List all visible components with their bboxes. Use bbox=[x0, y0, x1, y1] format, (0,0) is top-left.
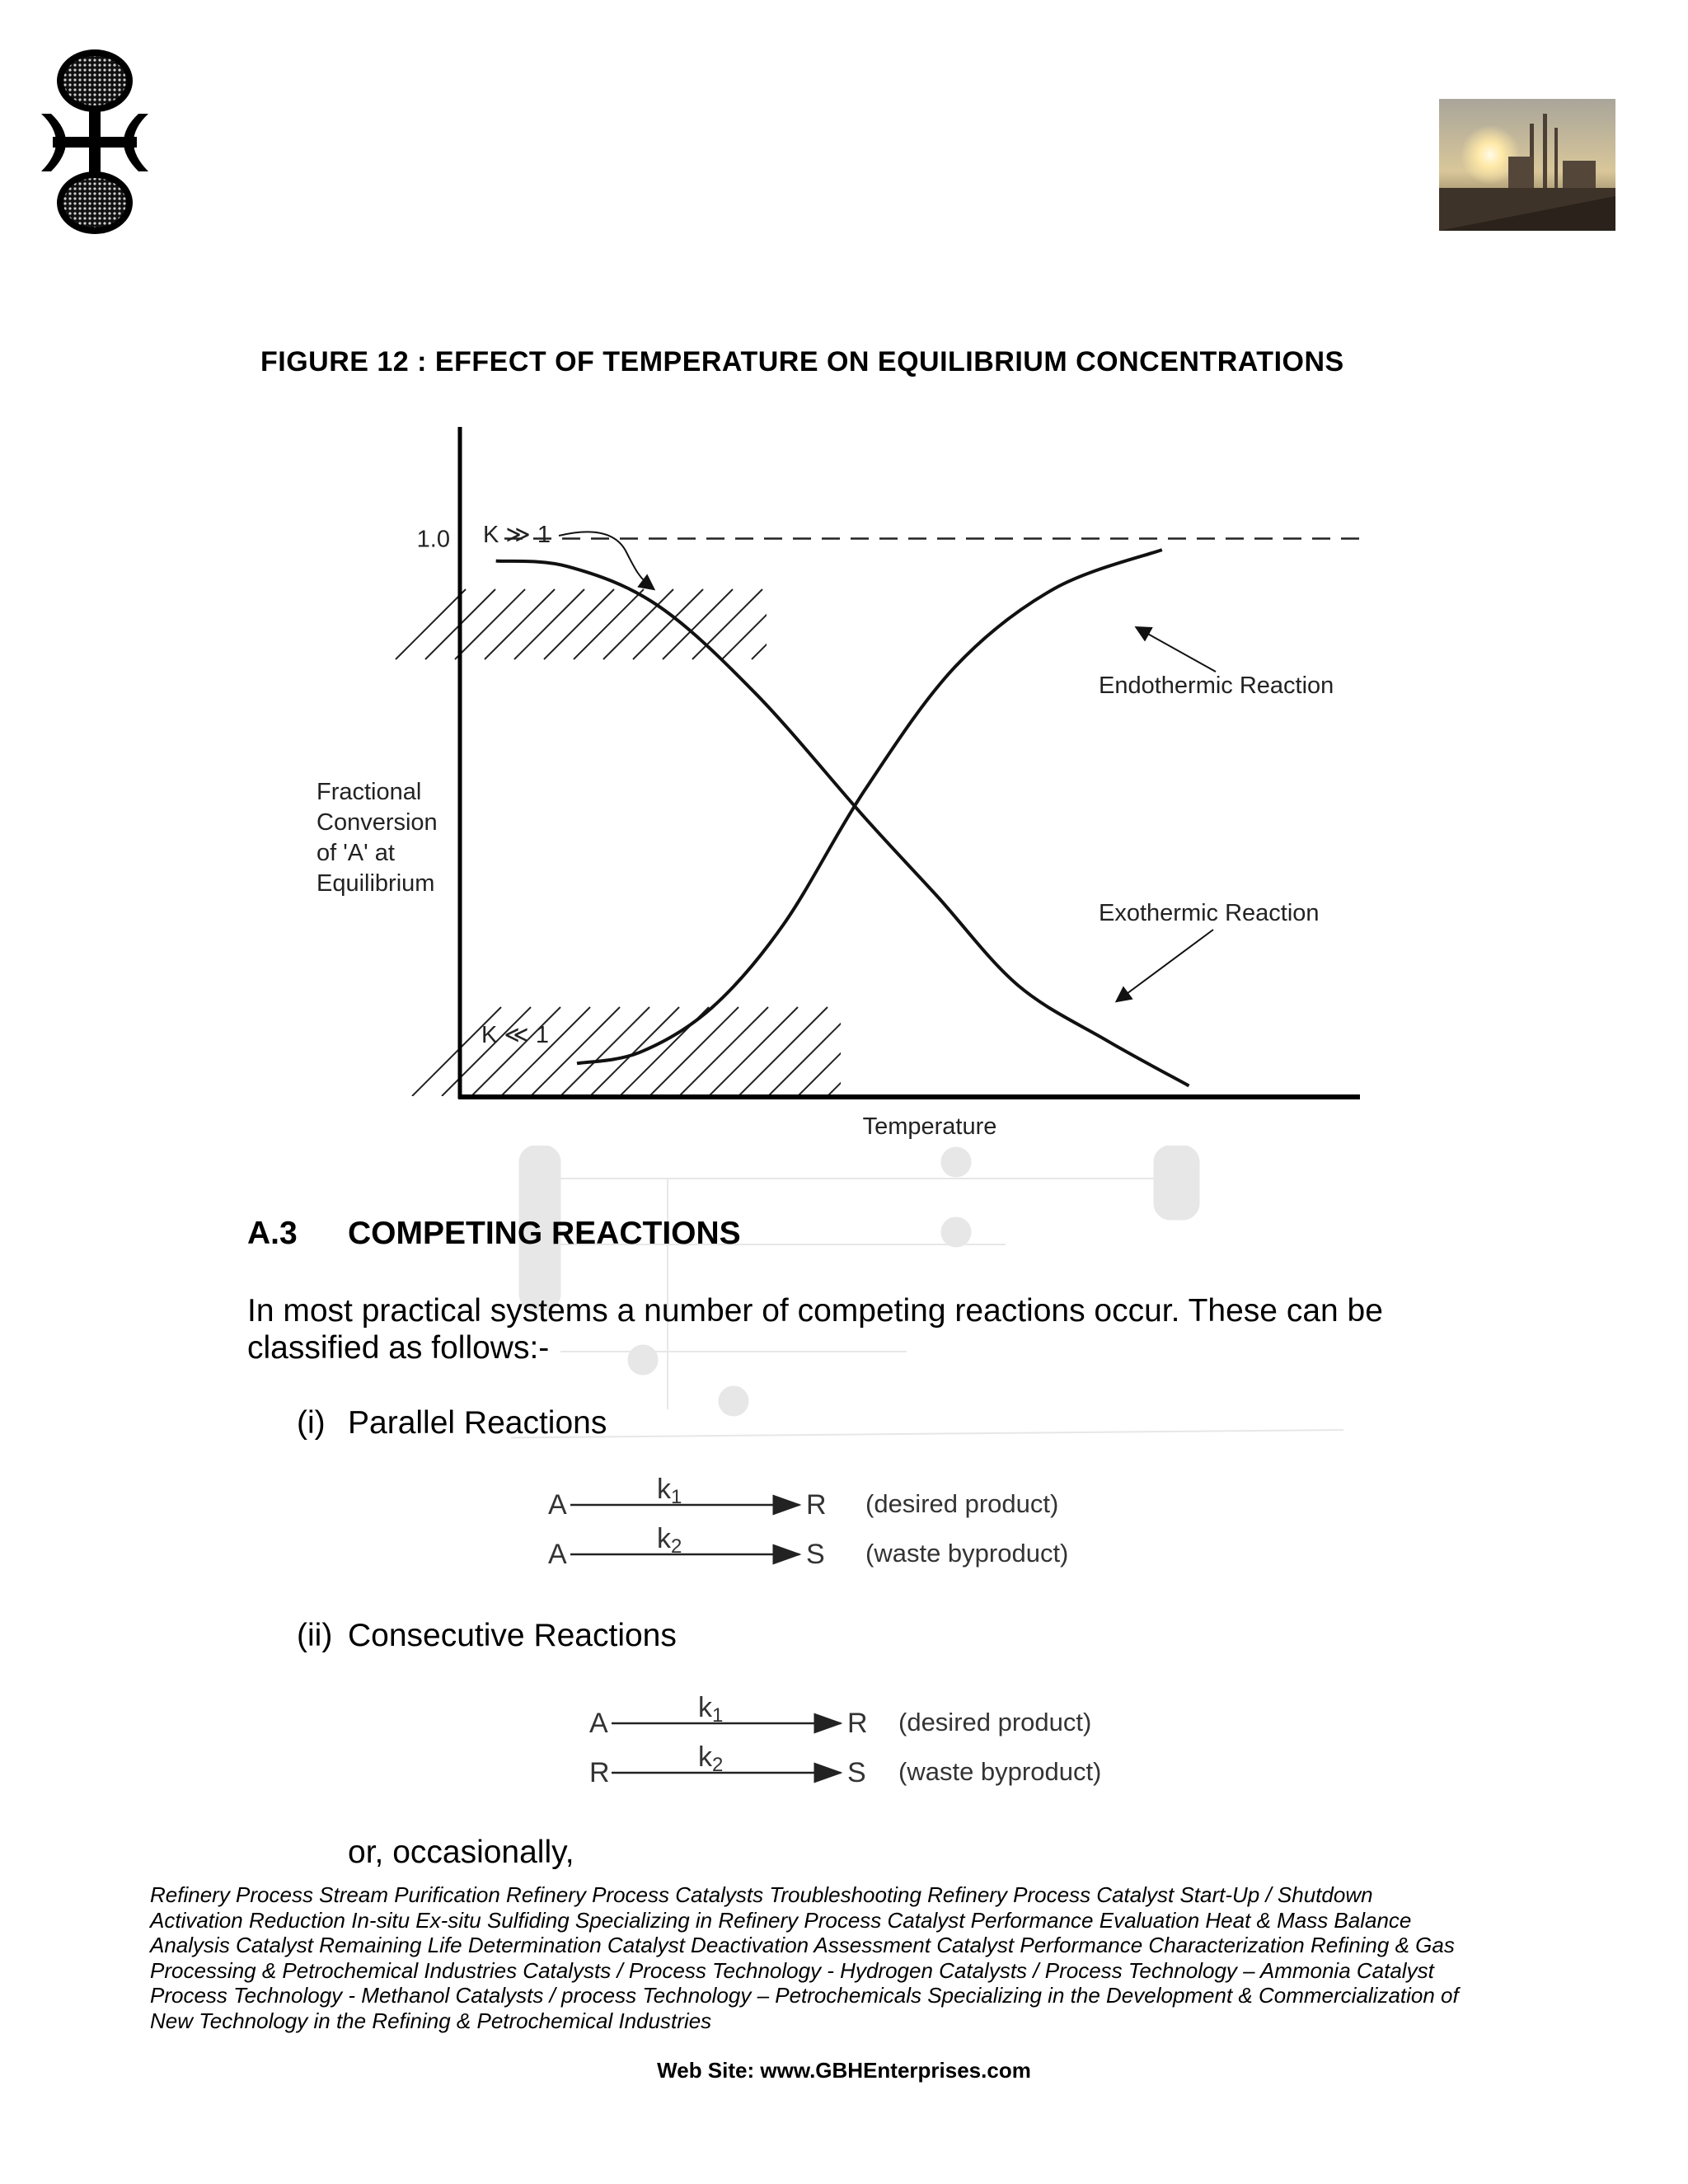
list-item-consecutive-reactions: Consecutive Reactions bbox=[348, 1618, 677, 1653]
hatch-region-high-k bbox=[396, 589, 851, 659]
hatch-line bbox=[514, 589, 584, 659]
x-axis-label: Temperature bbox=[862, 1113, 997, 1140]
svg-text:S: S bbox=[806, 1539, 825, 1570]
reaction-row bbox=[548, 1474, 1058, 1521]
svg-text:(waste byproduct): (waste byproduct) bbox=[865, 1539, 1069, 1568]
refinery-photo bbox=[1439, 99, 1615, 231]
hatch-region-low-k bbox=[412, 1007, 946, 1096]
svg-text:k1: k1 bbox=[698, 1692, 724, 1727]
svg-text:(desired product): (desired product) bbox=[898, 1708, 1092, 1736]
footer-website: Web Site: www.GBHEnterprises.com bbox=[657, 2058, 1031, 2083]
svg-text:A: A bbox=[548, 1539, 567, 1570]
section-intro: In most practical systems a number of competing reactions occur. These can be classified as follows:- bbox=[247, 1293, 1383, 1366]
svg-text:R: R bbox=[806, 1489, 827, 1521]
hatch-line bbox=[455, 589, 525, 659]
section-title: COMPETING REACTIONS bbox=[348, 1216, 741, 1251]
hatch-line bbox=[396, 589, 466, 659]
svg-text:S: S bbox=[847, 1757, 866, 1788]
svg-text:Fractional: Fractional bbox=[316, 779, 422, 805]
hatch-line bbox=[471, 1007, 560, 1096]
equilibrium-chart bbox=[297, 412, 1368, 1154]
svg-text:A: A bbox=[589, 1708, 608, 1739]
endothermic-pointer bbox=[1137, 628, 1216, 672]
hatch-line bbox=[752, 589, 822, 659]
svg-text:R: R bbox=[847, 1708, 868, 1739]
svg-text:(desired product): (desired product) bbox=[865, 1489, 1059, 1518]
hatch-line bbox=[722, 589, 792, 659]
hatch-line bbox=[679, 1007, 768, 1096]
y-tick-label: 1.0 bbox=[416, 526, 450, 553]
parallel-reactions-scheme bbox=[528, 1467, 1137, 1586]
hatch-line bbox=[590, 1007, 679, 1096]
list-item-parallel-reactions: Parallel Reactions bbox=[348, 1405, 607, 1441]
reaction-row bbox=[589, 1692, 1091, 1739]
hatch-line bbox=[828, 1007, 917, 1096]
company-logo-icon bbox=[33, 48, 157, 237]
hatch-line bbox=[501, 1007, 590, 1096]
annotation-k-low: K ≪ 1 bbox=[481, 1022, 549, 1048]
hatch-line bbox=[692, 589, 762, 659]
figure-title: FIGURE 12 : EFFECT OF TEMPERATURE ON EQUILIBRIUM CONCENTRATIONS bbox=[260, 346, 1344, 377]
hatch-line bbox=[781, 589, 851, 659]
hatch-line bbox=[768, 1007, 857, 1096]
svg-text:A: A bbox=[548, 1489, 567, 1521]
hatch-line bbox=[531, 1007, 620, 1096]
hatch-line bbox=[442, 1007, 531, 1096]
hatch-line bbox=[857, 1007, 946, 1096]
hatch-line bbox=[738, 1007, 828, 1096]
hatch-line bbox=[663, 589, 733, 659]
annotation-exothermic: Exothermic Reaction bbox=[1099, 900, 1320, 926]
svg-text:k2: k2 bbox=[698, 1741, 724, 1776]
footer-services-text: Refinery Process Stream Purification Refinery Process Catalysts Troubleshooting Refinery Process Catalyst Start-Up / Shutdown Activation Reduction In-situ Ex-situ Sulfiding Specializing in Refinery Process Catalyst Performance Evaluation Heat & Mass Balance Analysis Catalyst Remaining Life Determination Catalyst Deactivation Assessment Catalyst Performance Characterization Refining & Gas Processing & Petrochemical Industries Catalysts / Process Technology - Hydrogen Catalysts / Process Technology – Ammonia Catalyst Process Technology - Methanol Catalysts / process Technology – Petrochemicals Specializing in the Development & Commercialization of New Technology in the Refining & Petrochemical Industries bbox=[150, 1882, 1459, 2033]
svg-text:k1: k1 bbox=[657, 1474, 682, 1508]
svg-text:R: R bbox=[589, 1757, 610, 1788]
reaction-row bbox=[548, 1523, 1068, 1570]
annotation-k-high: K ≫ 1 bbox=[483, 522, 551, 548]
hatch-line bbox=[544, 589, 614, 659]
hatch-line bbox=[485, 589, 555, 659]
hatch-line bbox=[574, 589, 644, 659]
y-axis-label bbox=[316, 779, 438, 897]
occasionally-text: or, occasionally, bbox=[348, 1835, 574, 1870]
hatch-line bbox=[798, 1007, 887, 1096]
list-item-number: (ii) bbox=[297, 1618, 333, 1653]
svg-text:(waste byproduct): (waste byproduct) bbox=[898, 1757, 1102, 1786]
hatch-line bbox=[709, 1007, 798, 1096]
hatch-line bbox=[412, 1007, 501, 1096]
section-number: A.3 bbox=[247, 1216, 298, 1251]
list-item-number: (i) bbox=[297, 1405, 326, 1441]
svg-text:of 'A' at: of 'A' at bbox=[316, 840, 395, 866]
svg-text:k2: k2 bbox=[657, 1523, 682, 1558]
hatch-line bbox=[603, 589, 673, 659]
annotation-endothermic: Endothermic Reaction bbox=[1099, 673, 1334, 699]
exothermic-pointer bbox=[1118, 930, 1213, 1001]
reaction-row bbox=[589, 1741, 1101, 1788]
hatch-line bbox=[633, 589, 703, 659]
consecutive-reactions-scheme bbox=[569, 1685, 1179, 1805]
hatch-line bbox=[560, 1007, 649, 1096]
svg-text:Conversion: Conversion bbox=[316, 809, 438, 836]
svg-text:Equilibrium: Equilibrium bbox=[316, 870, 435, 897]
